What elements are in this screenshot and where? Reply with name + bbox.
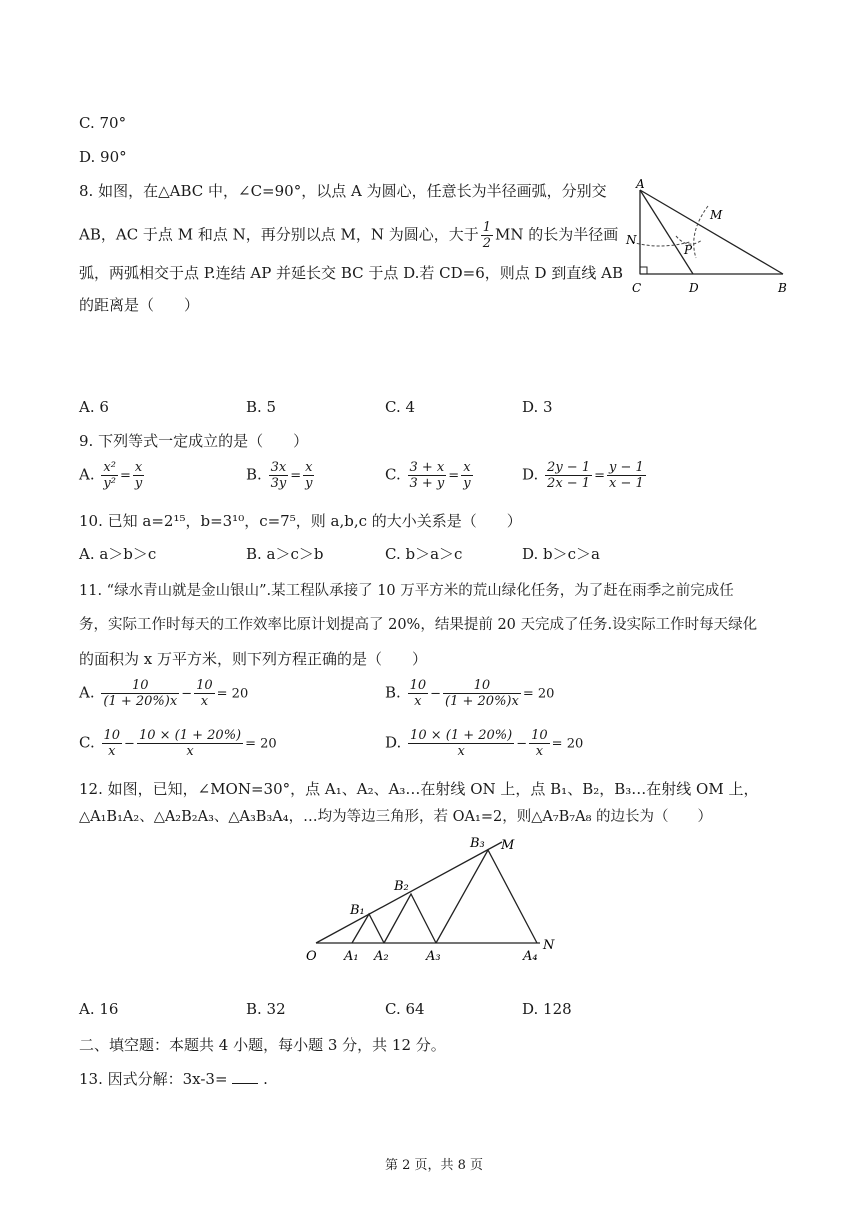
q9-option-b: B. $\frac{3x}{3y}$ = $\frac{x}{y}$ [246,460,313,491]
q11-stem-line1: 11. “绿水青山就是金山银山”.某工程队承接了 10 万平方米的荒山绿化任务，为了赶在雨季之前完成任 [79,583,734,599]
label-a: A [636,178,645,191]
label-d: D [689,281,699,295]
q11-option-d: D. $\frac{10 \times (1 + 20\%)}{x}$ − $\frac{10}{x}$ = 20 [385,728,584,759]
q10-option-c: C. b＞a＞c [385,545,463,563]
q10-option-b: B. a＞c＞b [246,545,324,563]
q10-stem: 10. 已知 a=2¹⁵，b=3¹⁰，c=7⁵，则 a,b,c 的大小关系是（ ） [79,512,522,530]
q8-triangle-figure [618,178,798,300]
q12-equilateral-figure [300,832,570,964]
q9-option-c: C. $\frac{3 + x}{3 + y}$ = $\frac{x}{y}$ [385,460,471,491]
label-a2: A₂ [374,949,389,964]
q12-option-b: B. 32 [246,1000,286,1018]
q10-option-d: D. b＞c＞a [522,545,600,563]
label-n: N [626,233,637,247]
label-a3: A₃ [426,949,441,964]
label-n: N [543,938,555,953]
label-c: C [632,281,642,295]
q12-stem-line2: △A₁B₁A₂、△A₂B₂A₃、△A₃B₃A₄，…均为等边三角形，若 OA₁=2，则△A₇B₇A₈ 的边长为（ ） [79,809,713,825]
label-o: O [306,949,317,964]
q8-option-a: A. 6 [79,398,109,416]
q12-option-d: D. 128 [522,1000,572,1018]
answer-blank[interactable] [232,1069,258,1084]
q8-option-c: C. 4 [385,398,416,416]
q7-option-d: D. 90° [79,148,127,166]
label-b3: B₃ [470,836,485,851]
page-footer: 第 2 页，共 8 页 [384,1158,484,1173]
q11-stem-line3: 的面积为 x 万平方米，则下列方程正确的是（ ） [79,650,427,668]
half-fraction: $\frac{1}{2}$ [482,220,492,251]
label-b1: B₁ [350,903,365,918]
q9-option-a: A. $\frac{\text{x²}}{\text{y²}}$ = $\frac{x}{y}$ [79,460,143,491]
q11-option-a: A. $\frac{10}{(1 + 20\%)x}$ − $\frac{10}{x}$ = 20 [79,678,249,709]
q8-option-d: D. 3 [522,398,553,416]
q10-option-a: A. a＞b＞c [79,545,157,563]
q12-option-c: C. 64 [385,1000,425,1018]
q8-stem-line3: 弧，两弧相交于点 P.连结 AP 并延长交 BC 于点 D.若 CD=6，则点 D 到直线 AB [79,264,623,282]
q12-option-a: A. 16 [79,1000,119,1018]
q11-stem-line2: 务，实际工作时每天的工作效率比原计划提高了 20%，结果提前 20 天完成了任务.设实际工作时每天绿化 [79,617,758,633]
q9-stem: 9. 下列等式一定成立的是（ ） [79,432,309,450]
q8-option-b: B. 5 [246,398,277,416]
section-heading-fill-in: 二、填空题：本题共 4 小题，每小题 3 分，共 12 分。 [79,1036,446,1054]
label-a1: A₁ [344,949,359,964]
q9-option-d: D. $\frac{2y - 1}{2x - 1}$ = $\frac{y - 1}{x - 1}$ [522,460,644,491]
label-a4: A₄ [523,949,538,964]
q7-option-c: C. 70° [79,114,127,132]
label-p: P [684,243,693,257]
label-m: M [710,208,723,222]
q13-stem: 13. 因式分解：3x-3= . [79,1070,268,1088]
label-m: M [501,838,515,853]
q11-option-c: C. $\frac{10}{x}$ − $\frac{10 \times (1 + 20\%)}{x}$ = 20 [79,728,277,759]
q8-stem-line2: AB，AC 于点 M 和点 N，再分别以点 M，N 为圆心，大于 $\frac{1}{2}$ MN 的长为半径画 [79,220,619,251]
label-b: B [778,281,787,295]
q11-option-b: B. $\frac{10}{x}$ − $\frac{10}{(1 + 20\%)x}$ = 20 [385,678,555,709]
q8-stem-line4: 的距离是（ ） [79,296,200,314]
q8-stem-line1: 8. 如图，在△ABC 中，∠C=90°，以点 A 为圆心，任意长为半径画弧，分别交 [79,182,607,200]
label-b2: B₂ [394,879,409,894]
q12-stem-line1: 12. 如图，已知，∠MON=30°，点 A₁、A₂、A₃…在射线 ON 上，点 B₁、B₂，B₃…在射线 OM 上， [79,780,759,798]
